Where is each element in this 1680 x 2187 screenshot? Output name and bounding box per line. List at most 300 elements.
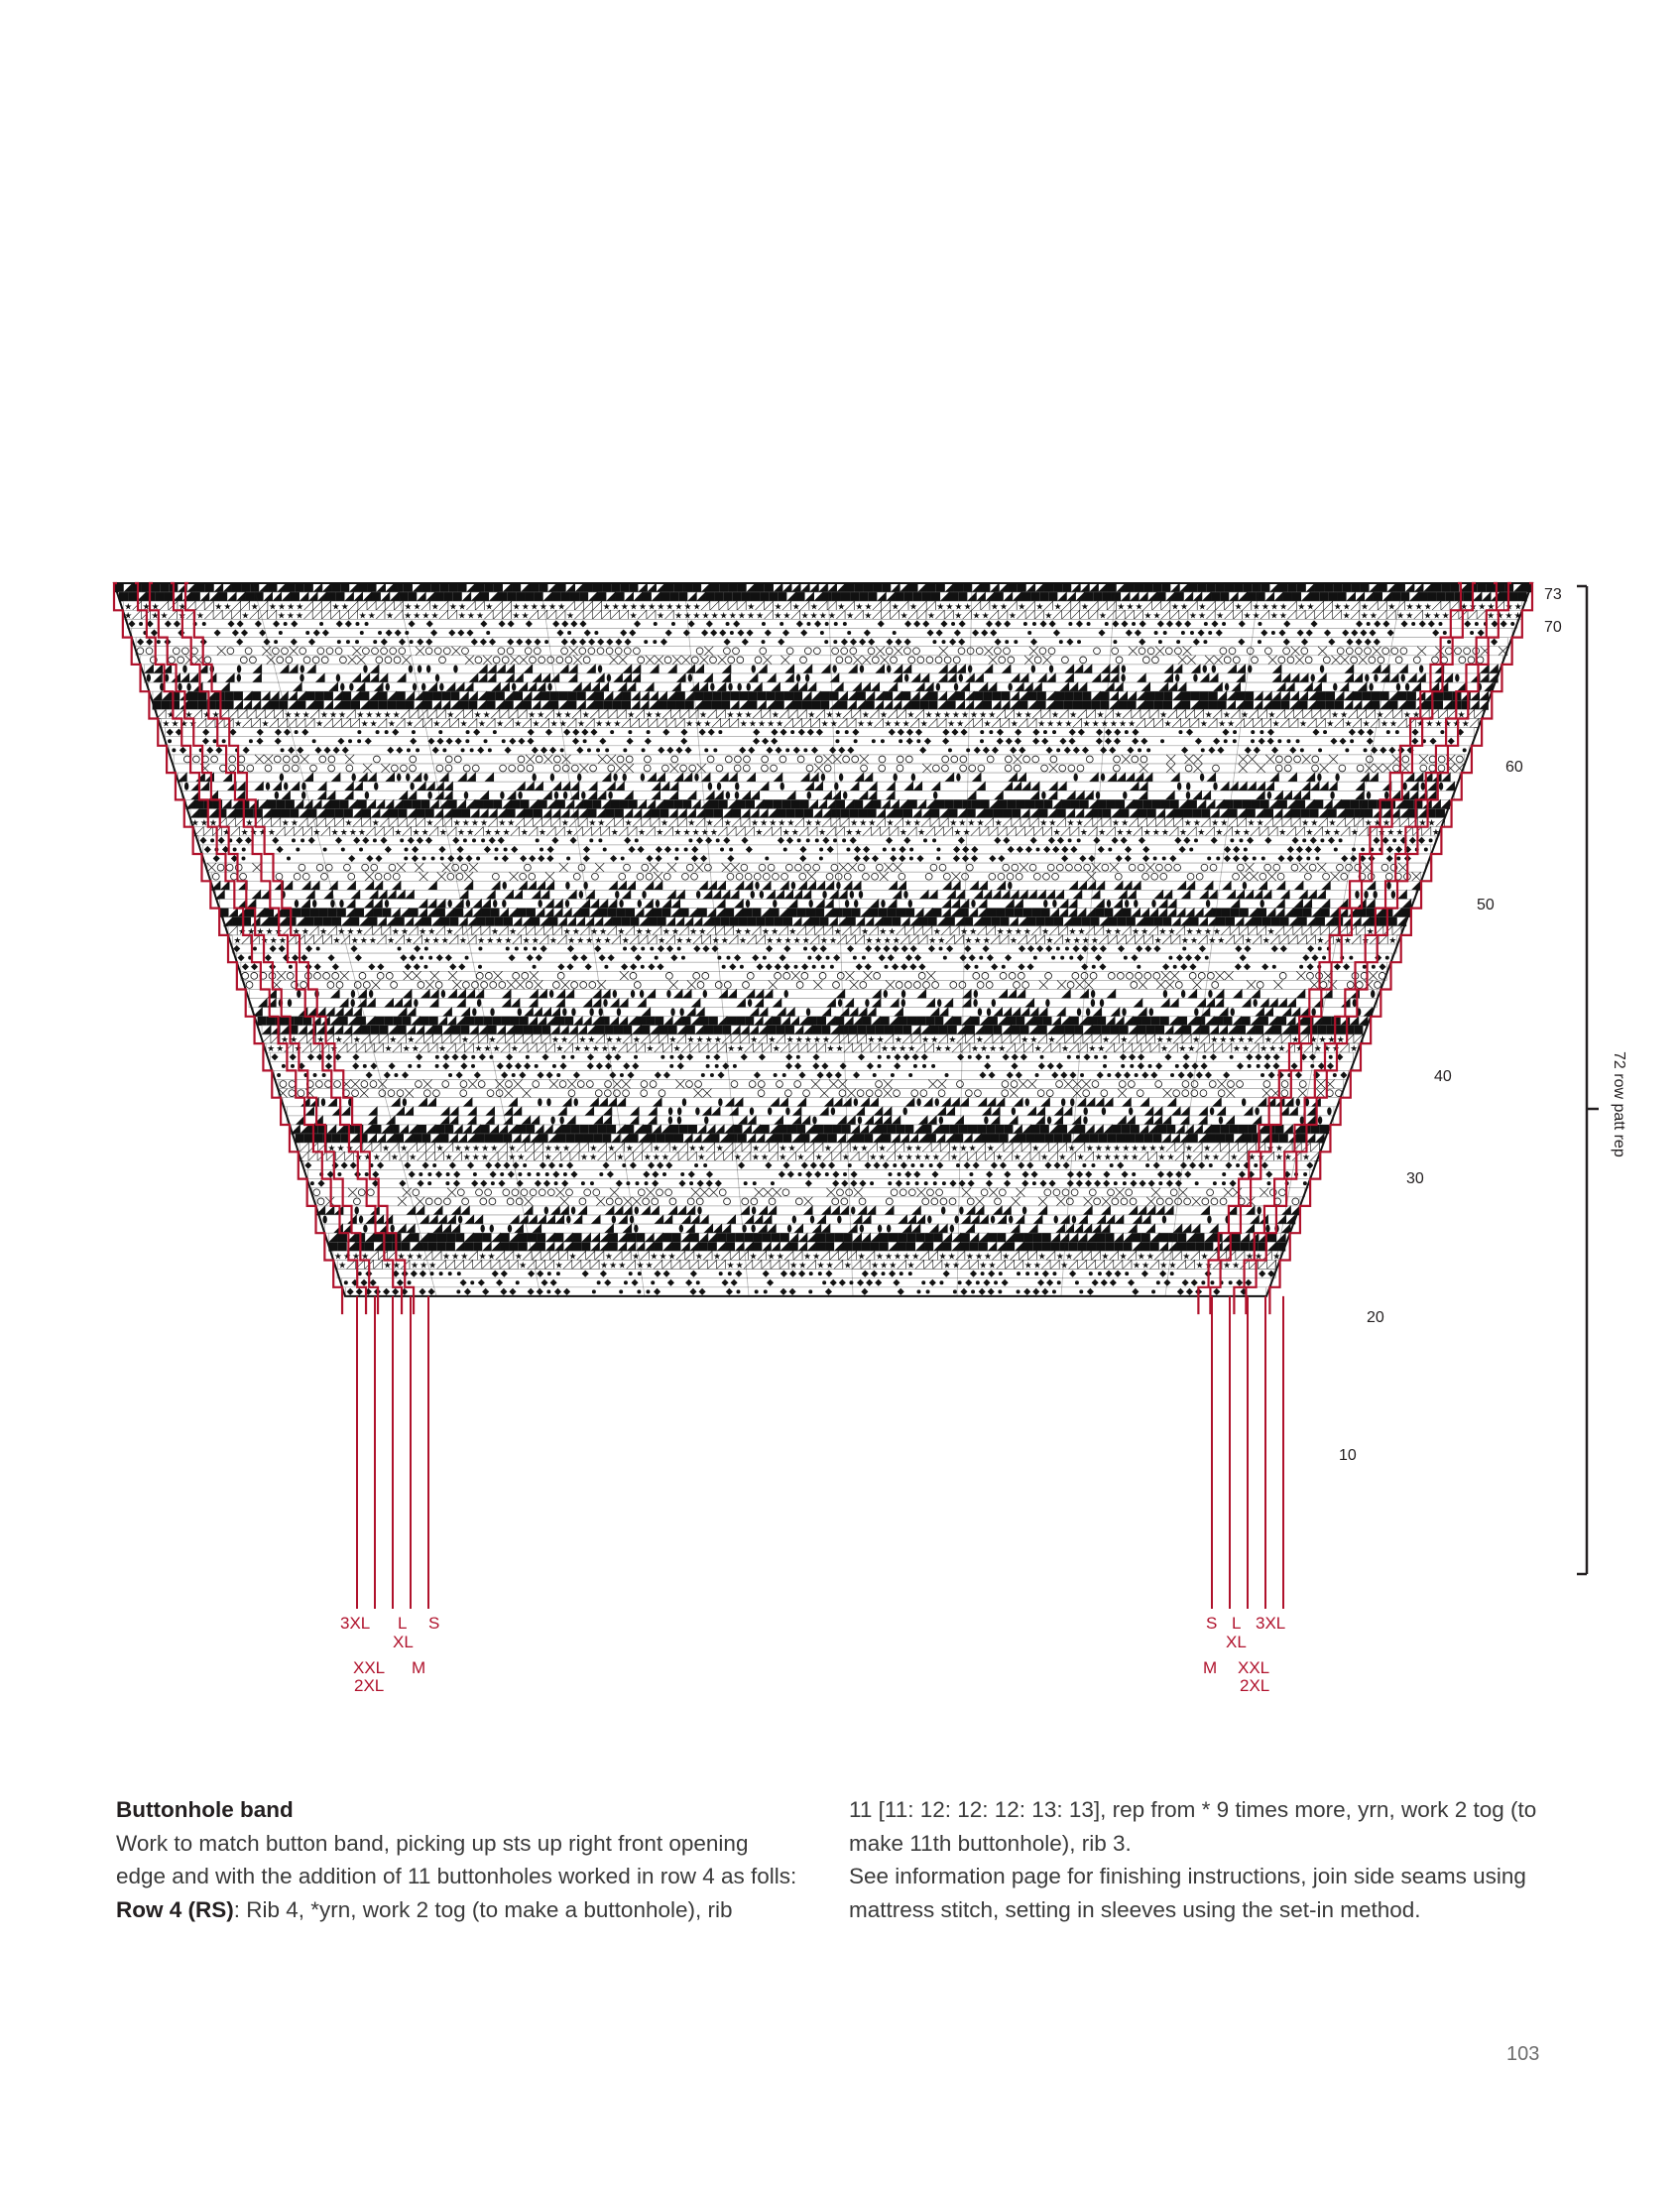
svg-text:★: ★: [281, 817, 290, 828]
svg-text:★: ★: [933, 709, 942, 720]
svg-text:★: ★: [1211, 817, 1220, 828]
svg-text:★: ★: [1343, 935, 1352, 945]
svg-text:★: ★: [444, 1152, 453, 1162]
svg-text:★: ★: [1279, 601, 1288, 612]
svg-text:★: ★: [1122, 1143, 1131, 1154]
svg-text:★: ★: [1188, 610, 1197, 621]
svg-text:★: ★: [1216, 610, 1225, 621]
svg-text:★: ★: [609, 1260, 618, 1271]
svg-text:★: ★: [1241, 1043, 1251, 1054]
svg-text:★: ★: [609, 1043, 619, 1054]
svg-text:★: ★: [903, 817, 912, 828]
svg-text:★: ★: [1423, 610, 1432, 621]
svg-text:★: ★: [688, 1143, 697, 1154]
svg-text:★: ★: [694, 718, 703, 729]
svg-text:★: ★: [1405, 610, 1414, 621]
svg-text:★: ★: [582, 1043, 591, 1054]
svg-text:★: ★: [1210, 1034, 1219, 1045]
svg-text:★: ★: [435, 1143, 444, 1154]
svg-text:★: ★: [614, 1034, 623, 1045]
svg-text:★: ★: [781, 826, 790, 837]
svg-text:★: ★: [1255, 1251, 1263, 1262]
svg-text:★: ★: [345, 1143, 354, 1154]
svg-text:★: ★: [394, 826, 403, 837]
svg-text:★: ★: [694, 1251, 703, 1262]
svg-text:★: ★: [904, 1152, 913, 1162]
svg-text:★: ★: [686, 1034, 695, 1045]
svg-text:★: ★: [287, 601, 296, 612]
svg-text:★: ★: [1425, 718, 1434, 729]
svg-text:★: ★: [517, 1152, 526, 1162]
svg-text:★: ★: [329, 1043, 338, 1054]
svg-text:★: ★: [917, 826, 926, 837]
svg-text:★: ★: [1414, 601, 1423, 612]
svg-text:★: ★: [488, 1034, 497, 1045]
svg-text:★: ★: [337, 925, 346, 936]
svg-text:★: ★: [879, 925, 888, 936]
svg-text:★: ★: [1244, 935, 1253, 945]
svg-text:★: ★: [1064, 1251, 1074, 1262]
row-number-20: 20: [1367, 1309, 1384, 1326]
svg-text:★: ★: [260, 935, 269, 945]
svg-text:★: ★: [1103, 1152, 1112, 1162]
svg-text:★: ★: [665, 601, 674, 612]
svg-text:★: ★: [438, 826, 447, 837]
svg-text:★: ★: [860, 1143, 869, 1154]
svg-text:★: ★: [549, 718, 558, 729]
svg-text:★: ★: [803, 1034, 812, 1045]
svg-text:★: ★: [1261, 935, 1270, 945]
svg-text:★: ★: [319, 709, 328, 720]
row-number-10: 10: [1339, 1447, 1357, 1464]
svg-text:★: ★: [249, 826, 258, 837]
svg-text:★: ★: [979, 1260, 988, 1271]
svg-text:★: ★: [1208, 935, 1217, 945]
svg-text:★: ★: [522, 935, 531, 945]
row-number-73: 73: [1544, 586, 1562, 603]
svg-text:★: ★: [704, 1034, 713, 1045]
svg-text:★: ★: [1222, 1260, 1232, 1271]
svg-text:★: ★: [687, 817, 696, 828]
svg-text:★: ★: [1301, 1152, 1311, 1162]
svg-text:★: ★: [607, 1143, 616, 1154]
svg-text:★: ★: [880, 1043, 890, 1054]
svg-text:★: ★: [554, 1260, 563, 1271]
svg-text:★: ★: [1180, 935, 1189, 945]
svg-text:★: ★: [902, 1251, 911, 1262]
row-number-70: 70: [1544, 619, 1562, 636]
svg-text:★: ★: [1460, 601, 1469, 612]
svg-text:★: ★: [459, 718, 468, 729]
svg-text:★: ★: [823, 1143, 832, 1154]
svg-text:★: ★: [1022, 925, 1031, 936]
svg-text:★: ★: [1135, 601, 1143, 612]
svg-text:★: ★: [739, 718, 748, 729]
svg-text:★: ★: [1334, 935, 1343, 945]
svg-text:★: ★: [472, 1143, 481, 1154]
svg-text:★: ★: [361, 1251, 370, 1262]
svg-text:★: ★: [767, 718, 776, 729]
svg-text:★: ★: [1504, 601, 1513, 612]
svg-text:★: ★: [930, 1034, 939, 1045]
svg-text:★: ★: [1023, 1260, 1032, 1271]
row-number-50: 50: [1477, 897, 1495, 913]
svg-text:★: ★: [1369, 610, 1378, 621]
svg-text:★: ★: [750, 817, 760, 828]
svg-text:★: ★: [994, 817, 1003, 828]
svg-text:★: ★: [162, 718, 171, 729]
svg-text:★: ★: [825, 709, 834, 720]
svg-text:★: ★: [512, 601, 521, 612]
svg-text:★: ★: [989, 1043, 998, 1054]
size-3xl-right: 3XL: [1256, 1614, 1286, 1633]
svg-text:★: ★: [1031, 1143, 1040, 1154]
svg-text:★: ★: [986, 1143, 995, 1154]
svg-text:★: ★: [1020, 1034, 1029, 1045]
svg-text:★: ★: [1055, 718, 1064, 729]
svg-text:★: ★: [1148, 1143, 1157, 1154]
svg-text:★: ★: [520, 826, 529, 837]
svg-text:★: ★: [613, 718, 622, 729]
svg-text:★: ★: [1069, 709, 1078, 720]
svg-text:★: ★: [774, 601, 782, 612]
svg-text:★: ★: [1297, 601, 1306, 612]
svg-text:★: ★: [496, 718, 505, 729]
svg-text:★: ★: [616, 1152, 625, 1162]
svg-text:★: ★: [963, 601, 972, 612]
svg-text:★: ★: [124, 601, 133, 612]
svg-text:★: ★: [886, 817, 895, 828]
svg-text:★: ★: [843, 1260, 852, 1271]
svg-text:★: ★: [1402, 709, 1411, 720]
svg-text:★: ★: [857, 718, 866, 729]
svg-text:★: ★: [629, 610, 638, 621]
svg-text:★: ★: [785, 1034, 794, 1045]
svg-text:★: ★: [931, 1152, 940, 1162]
svg-text:★: ★: [1204, 1260, 1213, 1271]
svg-text:★: ★: [342, 1251, 352, 1262]
svg-text:★: ★: [735, 1260, 744, 1271]
svg-text:★: ★: [996, 925, 1005, 936]
svg-text:★: ★: [300, 925, 309, 936]
svg-text:★: ★: [532, 718, 540, 729]
svg-text:★: ★: [422, 935, 431, 945]
svg-text:★: ★: [1190, 935, 1199, 945]
svg-text:★: ★: [367, 610, 376, 621]
svg-text:★: ★: [530, 601, 539, 612]
svg-text:★: ★: [1513, 610, 1522, 621]
svg-text:★: ★: [565, 610, 575, 621]
svg-text:★: ★: [284, 709, 293, 720]
svg-text:★: ★: [390, 1152, 399, 1162]
svg-text:★: ★: [1381, 817, 1391, 828]
svg-text:★: ★: [632, 1034, 642, 1045]
svg-text:★: ★: [1513, 601, 1522, 612]
svg-text:★: ★: [477, 935, 486, 945]
svg-text:★: ★: [1260, 601, 1269, 612]
svg-text:★: ★: [358, 610, 367, 621]
svg-text:★: ★: [1434, 718, 1443, 729]
svg-text:★: ★: [490, 1143, 499, 1154]
svg-text:★: ★: [822, 1034, 831, 1045]
svg-text:★: ★: [761, 925, 771, 936]
svg-text:★: ★: [485, 601, 494, 612]
svg-text:★: ★: [984, 1251, 993, 1262]
svg-text:★: ★: [588, 817, 597, 828]
svg-text:★: ★: [1373, 817, 1381, 828]
svg-text:★: ★: [265, 925, 274, 936]
svg-text:★: ★: [643, 1152, 652, 1162]
svg-text:★: ★: [829, 718, 838, 729]
svg-text:★: ★: [1230, 1152, 1239, 1162]
svg-text:★: ★: [1504, 610, 1513, 621]
svg-text:★: ★: [1283, 1152, 1292, 1162]
svg-text:★: ★: [350, 935, 359, 945]
svg-text:★: ★: [250, 601, 259, 612]
svg-text:★: ★: [868, 817, 877, 828]
svg-text:★: ★: [1318, 1034, 1327, 1045]
svg-text:★: ★: [749, 1251, 758, 1262]
svg-text:★: ★: [538, 826, 546, 837]
page-number: 103: [1506, 2043, 1540, 2065]
svg-text:★: ★: [1204, 709, 1213, 720]
svg-text:★: ★: [142, 601, 151, 612]
svg-text:★: ★: [1260, 1043, 1268, 1054]
svg-text:★: ★: [1066, 817, 1075, 828]
svg-text:★: ★: [1157, 1152, 1166, 1162]
svg-text:★: ★: [950, 1143, 959, 1154]
size-xxl-right: XXL: [1238, 1658, 1270, 1677]
svg-text:★: ★: [818, 610, 827, 621]
svg-text:★: ★: [1113, 1143, 1122, 1154]
svg-text:★: ★: [1306, 601, 1315, 612]
svg-text:★: ★: [278, 601, 287, 612]
svg-text:★: ★: [1187, 1043, 1196, 1054]
svg-text:★: ★: [1145, 1251, 1154, 1262]
svg-text:★: ★: [407, 1034, 416, 1045]
svg-text:★: ★: [539, 601, 547, 612]
svg-text:★: ★: [1478, 601, 1487, 612]
svg-text:★: ★: [258, 826, 267, 837]
svg-text:★: ★: [372, 1152, 381, 1162]
svg-text:★: ★: [618, 1260, 627, 1271]
svg-text:★: ★: [837, 601, 846, 612]
svg-text:★: ★: [1361, 601, 1370, 612]
svg-text:★: ★: [363, 1152, 372, 1162]
svg-text:★: ★: [312, 826, 321, 837]
svg-text:★: ★: [432, 718, 441, 729]
svg-text:★: ★: [1388, 718, 1398, 729]
svg-text:★: ★: [792, 935, 801, 945]
svg-text:★: ★: [1155, 1034, 1164, 1045]
svg-text:★: ★: [1432, 610, 1441, 621]
svg-text:★: ★: [656, 610, 665, 621]
svg-text:★: ★: [548, 601, 557, 612]
svg-text:★: ★: [453, 1143, 462, 1154]
svg-text:★: ★: [726, 1260, 735, 1271]
svg-text:★: ★: [1267, 709, 1276, 720]
svg-text:★: ★: [560, 1034, 569, 1045]
svg-text:★: ★: [645, 709, 654, 720]
svg-text:★: ★: [594, 935, 603, 945]
svg-text:★: ★: [1045, 935, 1054, 945]
svg-text:★: ★: [382, 1143, 391, 1154]
svg-text:★: ★: [509, 925, 518, 936]
svg-text:★: ★: [657, 601, 665, 612]
svg-text:★: ★: [332, 935, 341, 945]
svg-text:★: ★: [1441, 610, 1450, 621]
svg-text:★: ★: [460, 1251, 469, 1262]
svg-text:★: ★: [519, 1260, 528, 1271]
svg-text:★: ★: [602, 601, 611, 612]
svg-text:★: ★: [281, 1034, 290, 1045]
svg-text:★: ★: [385, 610, 395, 621]
svg-text:★: ★: [400, 1143, 409, 1154]
svg-text:★: ★: [783, 935, 792, 945]
svg-text:★: ★: [241, 610, 250, 621]
svg-text:★: ★: [861, 925, 870, 936]
svg-text:★: ★: [1278, 826, 1287, 837]
svg-text:★: ★: [180, 718, 188, 729]
svg-text:★: ★: [603, 935, 612, 945]
svg-text:★: ★: [855, 601, 864, 612]
svg-text:★: ★: [743, 925, 752, 936]
svg-text:★: ★: [819, 935, 828, 945]
svg-text:★: ★: [906, 709, 915, 720]
row-4-label: Row 4 (RS): [116, 1896, 234, 1922]
svg-text:★: ★: [581, 709, 590, 720]
svg-text:★: ★: [894, 1034, 902, 1045]
svg-text:★: ★: [1112, 1152, 1121, 1162]
svg-text:★: ★: [979, 709, 988, 720]
svg-text:★: ★: [909, 601, 918, 612]
svg-text:★: ★: [954, 610, 963, 621]
svg-text:★: ★: [1274, 1152, 1283, 1162]
svg-text:★: ★: [1096, 709, 1105, 720]
svg-text:★: ★: [1140, 925, 1149, 936]
svg-text:★: ★: [1158, 925, 1167, 936]
svg-text:★: ★: [442, 1251, 451, 1262]
svg-text:★: ★: [356, 709, 365, 720]
svg-text:★: ★: [747, 601, 756, 612]
svg-text:★: ★: [551, 1034, 560, 1045]
svg-text:★: ★: [486, 935, 495, 945]
svg-text:★: ★: [891, 601, 900, 612]
svg-text:★: ★: [1232, 1043, 1241, 1054]
svg-text:★: ★: [392, 1260, 401, 1271]
instructions-paragraph-3: See information page for finishing instructions, join side seams using mattress stitch, setting in sleeves using the set-in method.: [849, 1864, 1526, 1922]
svg-text:★: ★: [1068, 925, 1077, 936]
svg-text:★: ★: [1094, 1143, 1103, 1154]
svg-text:★: ★: [1248, 1152, 1257, 1162]
svg-text:★: ★: [1362, 718, 1371, 729]
svg-text:★: ★: [943, 1043, 952, 1054]
svg-text:★: ★: [1164, 1034, 1173, 1045]
svg-text:★: ★: [947, 718, 956, 729]
svg-text:★: ★: [412, 826, 420, 837]
svg-text:★: ★: [430, 601, 439, 612]
svg-text:★: ★: [864, 601, 873, 612]
svg-text:★: ★: [477, 718, 486, 729]
svg-text:★: ★: [1331, 1043, 1341, 1054]
svg-text:★: ★: [998, 1043, 1007, 1054]
svg-text:★: ★: [333, 1251, 342, 1262]
svg-text:★: ★: [295, 610, 304, 621]
svg-text:★: ★: [670, 925, 680, 936]
svg-text:★: ★: [1013, 1152, 1021, 1162]
svg-text:★: ★: [1111, 817, 1121, 828]
svg-text:★: ★: [1322, 1043, 1331, 1054]
svg-text:★: ★: [405, 935, 414, 945]
svg-text:★: ★: [974, 1251, 984, 1262]
svg-text:★: ★: [804, 817, 813, 828]
svg-text:★: ★: [352, 1034, 361, 1045]
svg-text:★: ★: [223, 601, 232, 612]
svg-text:★: ★: [1331, 709, 1340, 720]
svg-text:★: ★: [1305, 826, 1314, 837]
svg-text:★: ★: [880, 709, 889, 720]
svg-text:★: ★: [315, 718, 324, 729]
svg-text:★: ★: [462, 1152, 471, 1162]
svg-text:★: ★: [775, 935, 783, 945]
svg-text:★: ★: [1077, 925, 1086, 936]
svg-text:★: ★: [410, 1260, 420, 1271]
svg-text:★: ★: [475, 610, 485, 621]
svg-text:★: ★: [604, 1251, 613, 1262]
svg-text:★: ★: [1416, 718, 1425, 729]
svg-text:★: ★: [552, 1143, 561, 1154]
svg-text:★: ★: [1100, 718, 1109, 729]
svg-text:★: ★: [578, 1034, 587, 1045]
svg-text:★: ★: [1376, 709, 1384, 720]
svg-text:★: ★: [1245, 1251, 1255, 1262]
svg-text:★: ★: [508, 1143, 517, 1154]
svg-text:★: ★: [826, 1043, 835, 1054]
svg-text:★: ★: [956, 718, 965, 729]
svg-text:★: ★: [1167, 925, 1176, 936]
svg-text:★: ★: [461, 1034, 470, 1045]
svg-text:★: ★: [1378, 826, 1386, 837]
svg-text:★: ★: [425, 817, 434, 828]
svg-text:★: ★: [604, 718, 613, 729]
repeat-label: 72 row patt rep: [1611, 1051, 1627, 1157]
svg-text:★: ★: [1131, 1152, 1140, 1162]
svg-text:★: ★: [1168, 1260, 1177, 1271]
svg-text:★: ★: [1198, 601, 1207, 612]
svg-text:★: ★: [562, 925, 571, 936]
svg-text:★: ★: [1203, 1143, 1212, 1154]
svg-text:★: ★: [661, 925, 670, 936]
svg-text:★: ★: [950, 1152, 959, 1162]
svg-text:★: ★: [697, 1152, 706, 1162]
svg-text:★: ★: [1079, 826, 1088, 837]
svg-text:★: ★: [791, 601, 800, 612]
svg-text:★: ★: [983, 718, 992, 729]
svg-text:★: ★: [1195, 1260, 1204, 1271]
svg-text:★: ★: [755, 826, 764, 837]
svg-text:★: ★: [1109, 718, 1118, 729]
svg-text:★: ★: [638, 826, 647, 837]
svg-text:★: ★: [809, 610, 818, 621]
svg-text:★: ★: [1081, 935, 1090, 945]
svg-text:★: ★: [779, 1143, 787, 1154]
svg-text:★: ★: [1160, 826, 1169, 837]
svg-text:★: ★: [698, 925, 707, 936]
row-number-40: 40: [1434, 1068, 1452, 1085]
svg-text:★: ★: [970, 709, 979, 720]
svg-text:★: ★: [1423, 601, 1432, 612]
svg-text:★: ★: [715, 1143, 724, 1154]
